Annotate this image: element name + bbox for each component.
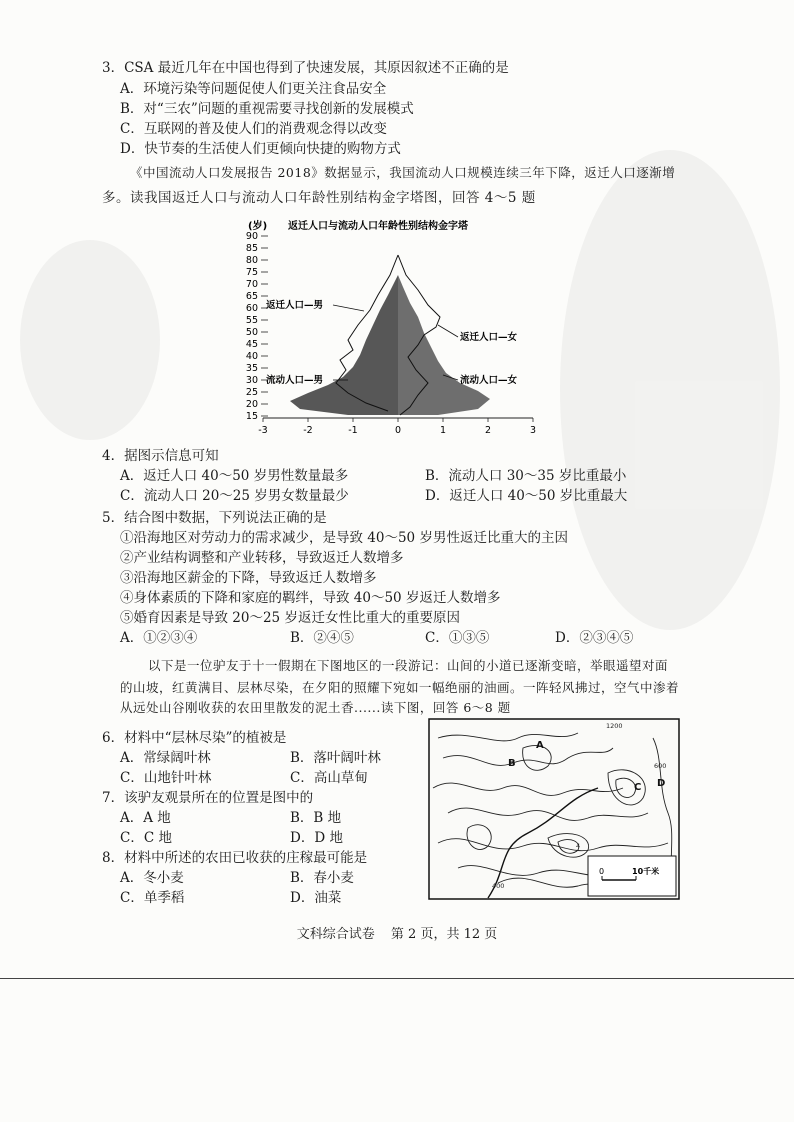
question-5-statement-3: ③沿海地区薪金的下降，导致返迁人数增多: [120, 570, 377, 586]
question-4-option-d: D．返迁人口 40～50 岁比重最大: [425, 488, 628, 504]
question-3-option-a: A．环境污染等问题促使人们更关注食品安全: [120, 81, 387, 97]
scale-zero-label: 0: [599, 867, 605, 876]
question-8-option-c: C．单季稻: [120, 890, 185, 906]
question-8-option-a: A．冬小麦: [120, 870, 184, 886]
question-7-option-d: D．D 地: [290, 830, 343, 846]
contour-label-center: 4: [576, 842, 581, 850]
x-tick-neg3: -3: [258, 425, 268, 436]
pyramid-x-axis: [258, 425, 536, 436]
question-7-option-a: A．A 地: [120, 810, 171, 826]
question-8-option-b: B．春小麦: [290, 870, 354, 886]
question-5-statement-4: ④身体素质的下降和家庭的羁绊，导致 40～50 岁返迁人数增多: [120, 590, 501, 606]
question-4-option-b: B．流动人口 30～35 岁比重最小: [425, 468, 627, 484]
y-tick-55: 55: [245, 315, 258, 326]
scan-smudge: [560, 150, 780, 630]
x-tick-2: 2: [484, 425, 492, 436]
y-tick-60: 60: [245, 303, 258, 314]
question-7-option-b: B．B 地: [290, 810, 342, 826]
x-tick-0: 0: [394, 425, 402, 436]
question-5-statement-5: ⑤婚育因素是导致 20～25 岁返迁女性比重大的重要原因: [120, 610, 460, 626]
y-tick-40: 40: [245, 351, 258, 362]
question-8-option-d: D．油菜: [290, 890, 342, 906]
map-scale-bar: [588, 856, 676, 896]
question-5-option-a: A．①②③④: [120, 630, 198, 646]
question-5-statement-1: ①沿海地区对劳动力的需求减少，是导致 40～50 岁男性返迁比重大的主因: [120, 530, 568, 546]
pyramid-float-female-area: [398, 275, 490, 415]
question-5-option-c: C．①③⑤: [425, 630, 490, 646]
scale-distance-label: 10千米: [632, 867, 660, 876]
map-point-b: B: [508, 758, 516, 769]
contour-label-right: 600: [654, 762, 667, 770]
map-point-c: C: [634, 782, 642, 793]
page-footer: [0, 925, 794, 945]
question-5-statement-2: ②产业结构调整和产业转移，导致返迁人数增多: [120, 550, 404, 566]
question-3-option-d: D．快节奏的生活使人们更倾向快捷的购物方式: [120, 141, 401, 157]
scan-edge-line: [0, 978, 794, 979]
question-3-option-c: C．互联网的普及使人们的消费观念得以改变: [120, 121, 387, 137]
intro-6-8-line-2: 的山坡，红黄满目、层林尽染，在夕阳的照耀下宛如一幅绝丽的油画。一阵轻风拂过，空气中渗着: [120, 680, 680, 695]
y-tick-70: 70: [245, 279, 258, 290]
question-6-option-a: A．常绿阔叶林: [120, 750, 211, 766]
map-point-d: D: [657, 778, 666, 789]
intro-6-8-line-1: 以下是一位驴友于十一假期在下图地区的一段游记：山间的小道已逐渐变暗，举眼遥望对面: [148, 658, 669, 673]
pyramid-label-float-female: 流动人口—女: [460, 375, 518, 386]
population-pyramid-chart: [228, 215, 558, 440]
y-tick-80: 80: [245, 255, 258, 266]
x-tick-1: 1: [439, 425, 447, 436]
pyramid-label-float-male: 流动人口—男: [266, 375, 324, 386]
question-5-option-b: B．②④⑤: [290, 630, 354, 646]
contour-label-top: 1200: [606, 722, 623, 730]
pyramid-label-return-male: 返迁人口—男: [266, 300, 324, 311]
y-tick-65: 65: [245, 291, 258, 302]
x-tick-neg2: -2: [303, 425, 313, 436]
x-tick-3: 3: [529, 425, 537, 436]
pyramid-title: 返迁人口与流动人口年龄性别结构金字塔: [288, 221, 468, 232]
pyramid-y-axis: [246, 231, 258, 422]
question-5-option-d: D．②③④⑤: [555, 630, 634, 646]
y-tick-90: 90: [245, 231, 258, 242]
question-7-option-c: C．C 地: [120, 830, 172, 846]
question-4-option-c: C．流动人口 20～25 岁男女数量最少: [120, 488, 349, 504]
x-tick-neg1: -1: [348, 425, 358, 436]
pyramid-label-return-female: 返迁人口—女: [460, 332, 518, 343]
y-tick-45: 45: [245, 339, 258, 350]
pyramid-unit-label: (岁): [248, 221, 268, 232]
scan-smudge: [20, 240, 160, 440]
y-tick-15: 15: [245, 411, 258, 422]
pyramid-x-tick-marks: [263, 418, 533, 422]
question-5-stem: 5．结合图中数据，下列说法正确的是: [102, 510, 327, 526]
question-6-stem: 6．材料中“层林尽染”的植被是: [102, 730, 287, 746]
y-tick-25: 25: [245, 387, 258, 398]
footer-page-number: 第 2 页，共 12 页: [390, 927, 498, 942]
contour-label-bottom: 400: [492, 882, 505, 890]
question-7-stem: 7．该驴友观景所在的位置是图中的: [102, 790, 314, 806]
question-6-option-c: C．山地针叶林: [120, 770, 212, 786]
intro-6-8-line-3: 从远处山谷刚收获的农田里散发的泥土香......读下图，回答 6～8 题: [120, 700, 511, 715]
map-point-a: A: [536, 740, 544, 751]
pyramid-y-tick-marks: [261, 236, 268, 416]
question-6-option-b: B．落叶阔叶林: [290, 750, 381, 766]
question-4-option-a: A．返迁人口 40～50 岁男性数量最多: [120, 468, 349, 484]
y-tick-20: 20: [245, 399, 258, 410]
y-tick-75: 75: [245, 267, 258, 278]
intro-4-5-line-1: 《中国流动人口发展报告 2018》数据显示，我国流动人口规模连续三年下降，返迁人口逐渐增: [130, 165, 676, 180]
question-3-option-b: B．对“三农”问题的重视需要寻找创新的发展模式: [120, 101, 414, 117]
contour-map: [428, 718, 680, 900]
question-3-stem: 3．CSA 最近几年在中国也得到了快速发展，其原因叙述不正确的是: [102, 60, 509, 76]
y-tick-85: 85: [245, 243, 258, 254]
question-8-stem: 8．材料中所述的农田已收获的庄稼最可能是: [102, 850, 368, 866]
pyramid-float-male-area: [290, 275, 398, 415]
y-tick-50: 50: [245, 327, 258, 338]
intro-4-5-line-2: 多。读我国返迁人口与流动人口年龄性别结构金字塔图，回答 4～5 题: [102, 190, 536, 206]
y-tick-35: 35: [245, 363, 258, 374]
question-4-stem: 4．据图示信息可知: [102, 448, 219, 464]
y-tick-30: 30: [245, 375, 258, 386]
question-6-option-d: C．高山草甸: [290, 770, 368, 786]
footer-subject: 文科综合试卷: [296, 927, 375, 942]
